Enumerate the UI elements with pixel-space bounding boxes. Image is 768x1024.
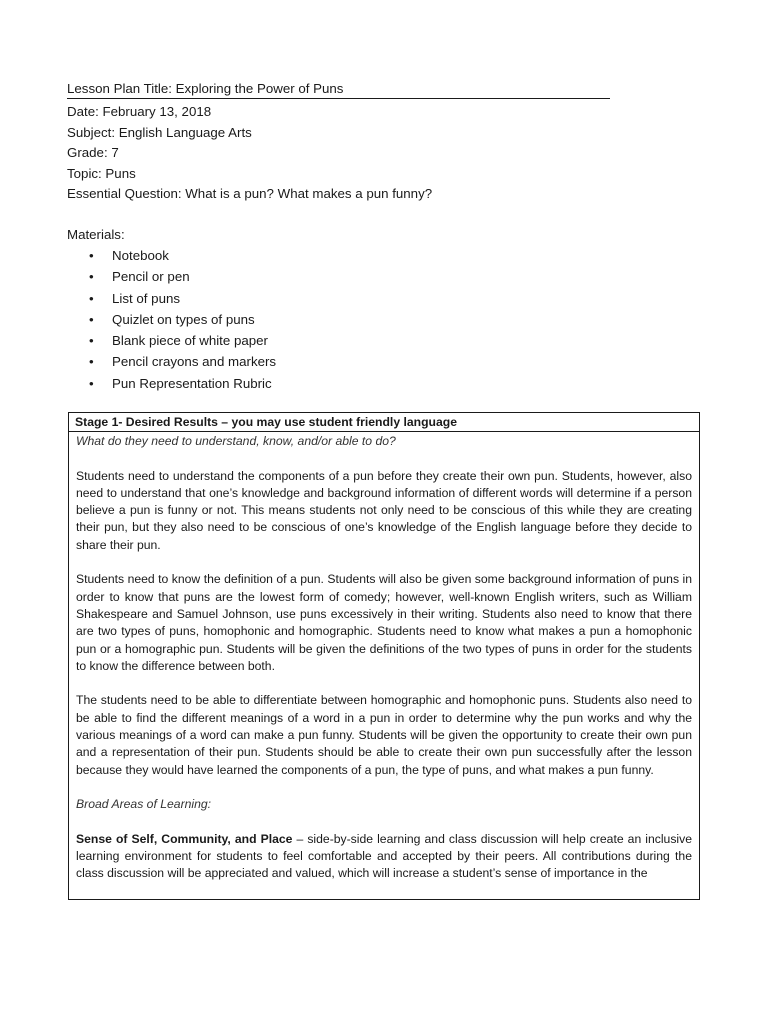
sense-of-self-term: Sense of Self, Community, and Place [76,831,293,846]
bullet-icon: • [89,311,94,327]
material-item-label: List of puns [112,290,181,306]
bullet-icon: • [89,354,94,370]
list-item [67,373,627,394]
list-item [67,330,627,351]
material-item-label: Notebook [112,248,169,263]
stage1-prompt: What do they need to understand, know, and/or able to do? [76,434,396,448]
sense-of-self-paragraph [76,831,692,883]
lesson-topic: Topic: Puns [67,165,136,181]
stage1-content [69,432,699,883]
material-item-label: Pencil or pen [112,269,190,285]
broad-areas-label: Broad Areas of Learning: [76,797,212,812]
lesson-date: Date: February 13, 2018 [67,104,212,119]
material-item-label: Pencil crayons and markers [112,354,277,370]
material-item-label: Blank piece of white paper [112,333,268,349]
material-item-label: Pun Representation Rubric [112,375,272,391]
lesson-grade: Grade: 7 [67,145,119,160]
lesson-plan-header [67,79,627,394]
sense-of-self-text: – side-by-side learning and class discussion will help create an inclusive learning environment for students to feel comfortable and accepted by their peers. All contributions during the class discussion will be appreciated and valued, which will increase a student’s sense of importance in the [76,831,693,881]
stage1-table [68,412,700,900]
stage1-heading: Stage 1- Desired Results – you may use student friendly language [69,413,699,432]
list-item [67,245,627,266]
bullet-icon: • [89,375,94,391]
stage1-paragraph-do: The students need to be able to differentiate between homographic and homophonic puns. Students also need to be able to find the different meanings of a word in a pun in order to determine why the pun works and why the various meanings of a word can make a pun funny. Students will be given the opportunity to create their own pun and a representation of their pun. Students should be able to create their own pun successfully after the lesson because they would have learned the components of a pun, the type of puns, and what makes a pun funny. [76,693,692,777]
bullet-icon: • [89,248,94,263]
bullet-icon: • [89,269,94,285]
list-item [67,309,627,330]
materials-label: Materials: [67,226,125,242]
bullet-icon: • [89,333,94,349]
stage1-paragraph-understand: Students need to understand the components of a pun before they create their own pun. Students, however, also need to understand that one’s knowledge and background information of different words will determine if a person believe a pun is funny or not. This means students not only need to be conscious of this while they are creating their pun, but they also need to be conscious of one’s knowledge of the English language before they decide to share their pun. [76,468,692,552]
list-item [67,266,627,287]
stage1-paragraph-know: Students need to know the definition of a pun. Students will also be given some background information of puns in order to know that puns are the lowest form of comedy; however, well-known English writers, such as William Shakespeare and Samuel Johnson, use puns excessively in their writing. Students also need to know that there are two types of puns, homophonic and homographic. Students need to know what makes a pun a homophonic pun or a homographic pun. Students will be given the definitions of the two types of puns in order for the students to know the difference between both. [76,572,692,673]
bullet-icon: • [89,290,94,306]
list-item [67,351,627,372]
list-item [67,288,627,309]
materials-list [67,245,627,394]
lesson-subject: Subject: English Language Arts [67,124,252,140]
lesson-plan-title: Lesson Plan Title: Exploring the Power of Puns [67,81,610,99]
essential-question: Essential Question: What is a pun? What makes a pun funny? [67,186,433,201]
material-item-label: Quizlet on types of puns [112,311,255,327]
